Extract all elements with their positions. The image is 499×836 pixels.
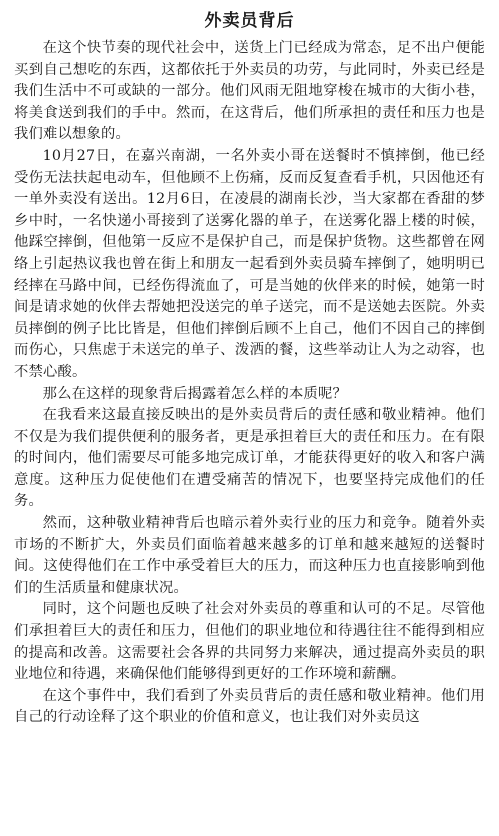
document-title: 外卖员背后 bbox=[204, 11, 295, 31]
paragraph-question: 那么在这样的现象背后揭露着怎么样的本质呢？ bbox=[42, 385, 348, 402]
paragraph-examples: 10月27日，在嘉兴南湖，一名外卖小哥在送餐时不慎摔倒，他已经受伤无法扶起电动车，但他顾不上伤痛，反而反复查看手机，只因他还有一单外卖没有送出。12月6日，在凌晨的湖南长沙，当大家都在香甜的梦乡中时，一名快递小哥接到了送雾化器的单子，在送雾化器上楼的时候，他踩空摔倒，但他第一反应不是保护自己，而是保护货物。这些都曾在网络上引起热议我也曾在街上和朋友一起看到外卖员骑车摔倒了，她明明已经摔在马路中间，已经伤得流血了，可是当她的伙伴来的时候，她第一时间是请求她的伙伴去帮她把没送完的单子送完，而不是送她去医院。外卖员摔倒的例子比比皆是，但他们摔倒后顾不上自己，他们不因自己的摔倒而伤心，只焦虑于未送完的单子、泼洒的餐，这些举动让人为之动容，也不禁心酸。 bbox=[14, 147, 485, 380]
paragraph-responsibility: 在我看来这最直接反映出的是外卖员背后的责任感和敬业精神。他们不仅是为我们提供便利的服务者，更是承担着巨大的责任和压力。在有限的时间内，他们需要尽可能多地完成订单，才能获得更好的收入和客户满意度。这种压力促使他们在遭受痛苦的情况下，也要坚持完成他们的任务。 bbox=[14, 407, 485, 510]
paragraph-recognition: 同时，这个问题也反映了社会对外卖员的尊重和认可的不足。尽管他们承担着巨大的责任和压力，但他们的职业地位和待遇往往不能得到相应的提高和改善。这需要社会各界的共同努力来解决，通过提高外卖员的职业地位和待遇，来确保他们能够得到更好的工作环境和薪酬。 bbox=[14, 601, 485, 683]
paragraph-conclusion: 在这个事件中，我们看到了外卖员背后的责任感和敬业精神。他们用自己的行动诠释了这个职业的价值和意义，也让我们对外卖员这 bbox=[14, 687, 485, 726]
paragraph-pressure: 然而，这种敬业精神背后也暗示着外卖行业的压力和竞争。随着外卖市场的不断扩大，外卖员们面临着越来越多的订单和越来越短的送餐时间。这使得他们在工作中承受着巨大的压力，而这种压力也直接影响到他们的生活质量和健康状况。 bbox=[14, 515, 485, 596]
paragraph-intro: 在这个快节奏的现代社会中，送货上门已经成为常态，足不出户便能买到自己想吃的东西，这都依托于外卖员的功劳，与此同时，外卖已经是我们生活中不可或缺的一部分。他们风雨无阻地穿梭在城市的大街小巷，将美食送到我们的手中。然而，在这背后，他们所承担的责任和压力也是我们难以想象的。 bbox=[14, 40, 485, 143]
